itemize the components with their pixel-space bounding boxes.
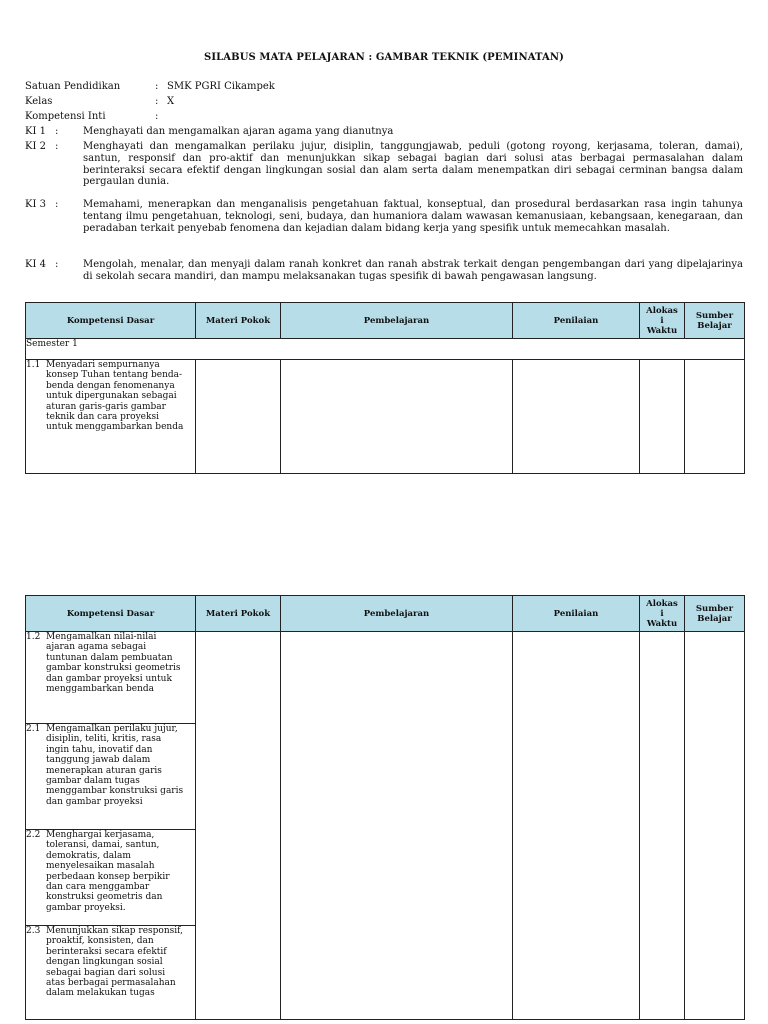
penilaian-cell [513, 632, 640, 1020]
kd-number: 2.3 [26, 926, 41, 936]
penilaian-cell [513, 360, 640, 474]
header-pembelajaran: Pembelajaran [281, 596, 513, 632]
header-penilaian: Penilaian [513, 596, 640, 632]
kd-text: Menunjukkan sikap responsif, proaktif, konsisten, dan berinteraksi secara efektif dengan lingkungan sosial sebagai bagian dari solusi atas berbagai permasalahan dalam melakukan tugas [46, 926, 183, 999]
header-pembelajaran: Pembelajaran [281, 303, 513, 339]
pembelajaran-cell [281, 632, 513, 1020]
ki-code: KI 4 [25, 259, 46, 270]
header-sumber-belajar: Sumber Belajar [685, 596, 745, 632]
ki-text: Mengolah, menalar, dan menyaji dalam ranah konkret dan ranah abstrak terkait dengan pengembangan dari yang dipelajarinya di sekolah secara mandiri, dan mampu melaksanakan tugas spesifik di bawah pengawasan langsung. [83, 259, 743, 282]
header-sumber-belajar: Sumber Belajar [685, 303, 745, 339]
header-materi-pokok: Materi Pokok [196, 303, 281, 339]
sumber-cell [685, 360, 745, 474]
meta-value: SMK PGRI Cikampek [167, 81, 275, 92]
semester-label: Semester 1 [26, 339, 745, 360]
meta-kompetensi-inti: Kompetensi Inti : [25, 111, 159, 122]
ki-text: Menghayati dan mengamalkan ajaran agama yang dianutnya [83, 126, 394, 137]
kd-number: 2.2 [26, 830, 41, 840]
document-title: SILABUS MATA PELAJARAN : GAMBAR TEKNIK (PEMINATAN) [204, 52, 564, 63]
syllabus-table-1 [25, 302, 745, 474]
meta-label: Kelas [25, 96, 53, 107]
ki-code: KI 1 [25, 126, 46, 137]
alokasi-cell [640, 632, 685, 1020]
header-penilaian: Penilaian [513, 303, 640, 339]
table-header-row [26, 303, 745, 339]
ki-item: KI 4 : Mengolah, menalar, dan menyaji dalam ranah konkret dan ranah abstrak terkait dengan pengembangan dari yang dipelajarinya di sekolah secara mandiri, dan mampu melaksanakan tugas spesifik di bawah pengawasan langsung. [25, 259, 743, 282]
meta-kelas: Kelas : X [25, 96, 175, 107]
kd-number: 1.1 [26, 360, 41, 370]
table-header-row [26, 596, 745, 632]
table-row [26, 632, 745, 724]
kd-number: 2.1 [26, 724, 41, 734]
kd-cell [26, 724, 196, 830]
meta-label: Satuan Pendidikan [25, 81, 121, 92]
ki-item: KI 3 : Memahami, menerapkan dan menganalisis pengetahuan faktual, konseptual, dan prosedural berdasarkan rasa ingin tahunya tentang ilmu pengetahuan, teknologi, seni, budaya, dan humaniora dalam wawasan kemanusiaan, kebangsaan, kenegaraan, dan peradaban terkait penyebab fenomena dan kejadian dalam bidang kerja yang spesifik untuk memecahkan masalah. [25, 199, 743, 234]
header-alokasi-waktu: Alokas i Waktu [640, 596, 685, 632]
meta-value: X [167, 96, 175, 107]
header-materi-pokok: Materi Pokok [196, 596, 281, 632]
kd-text: Menyadari sempurnanya konsep Tuhan tentang benda-benda dengan fenomenanya untuk dipergunakan sebagai aturan garis-garis gambar teknik dan cara proyeksi untuk menggambarkan benda [46, 360, 184, 433]
ki-item: KI 1 : Menghayati dan mengamalkan ajaran agama yang dianutnya [25, 126, 743, 138]
syllabus-table-2 [25, 595, 745, 1020]
kd-text: Mengamalkan perilaku jujur, disiplin, teliti, kritis, rasa ingin tahu, inovatif dan tanggung jawab dalam menerapkan aturan garis gambar dalam tugas menggambar konstruksi garis dan gambar proyeksi [46, 724, 184, 807]
kd-text: Mengamalkan nilai-nilai ajaran agama sebagai tuntunan dalam pembuatan gambar konstruksi geometris dan gambar proyeksi untuk menggambarkan benda [46, 632, 181, 695]
ki-text: Menghayati dan mengamalkan perilaku jujur, disiplin, tanggungjawab, peduli (gotong royong, kerjasama, toleran, damai), santun, responsif dan pro-aktif dan menunjukkan sikap sebagai bagian dari solusi atas berbagai permasalahan dalam berinteraksi secara efektif dengan lingkungan sosial dan alam serta dalam menempatkan diri sebagai cerminan bangsa dalam pergaulan dunia. [83, 141, 743, 188]
meta-satuan-pendidikan: Satuan Pendidikan : SMK PGRI Cikampek [25, 81, 275, 92]
semester-row [26, 339, 745, 360]
kd-cell [26, 360, 196, 474]
sumber-cell [685, 632, 745, 1020]
kd-cell [26, 926, 196, 1020]
kd-cell [26, 830, 196, 926]
ki-code: KI 3 [25, 199, 46, 210]
ki-item: KI 2 : Menghayati dan mengamalkan perilaku jujur, disiplin, tanggungjawab, peduli (gotong royong, kerjasama, toleran, damai), santun, responsif dan pro-aktif dan menunjukkan sikap sebagai bagian dari solusi atas berbagai permasalahan dalam berinteraksi secara efektif dengan lingkungan sosial dan alam serta dalam menempatkan diri sebagai cerminan bangsa dalam pergaulan dunia. [25, 141, 743, 188]
header-alokasi-waktu: Alokas i Waktu [640, 303, 685, 339]
pembelajaran-cell [281, 360, 513, 474]
kd-text: Menghargai kerjasama, toleransi, damai, santun, demokratis, dalam menyelesaikan masalah perbedaan konsep berpikir dan cara menggambar konstruksi geometris dan gambar proyeksi. [46, 830, 170, 913]
ki-text: Memahami, menerapkan dan menganalisis pengetahuan faktual, konseptual, dan prosedural berdasarkan rasa ingin tahunya tentang ilmu pengetahuan, teknologi, seni, budaya, dan humaniora dalam wawasan kemanusiaan, kebangsaan, kenegaraan, dan peradaban terkait penyebab fenomena dan kejadian dalam bidang kerja yang spesifik untuk memecahkan masalah. [83, 199, 743, 234]
meta-label: Kompetensi Inti [25, 111, 106, 122]
table-row [26, 360, 745, 474]
ki-code: KI 2 [25, 141, 46, 152]
kd-cell [26, 632, 196, 724]
alokasi-cell [640, 360, 685, 474]
materi-cell [196, 360, 281, 474]
materi-cell [196, 632, 281, 1020]
header-kompetensi-dasar: Kompetensi Dasar [26, 303, 196, 339]
header-kompetensi-dasar: Kompetensi Dasar [26, 596, 196, 632]
kd-number: 1.2 [26, 632, 41, 642]
